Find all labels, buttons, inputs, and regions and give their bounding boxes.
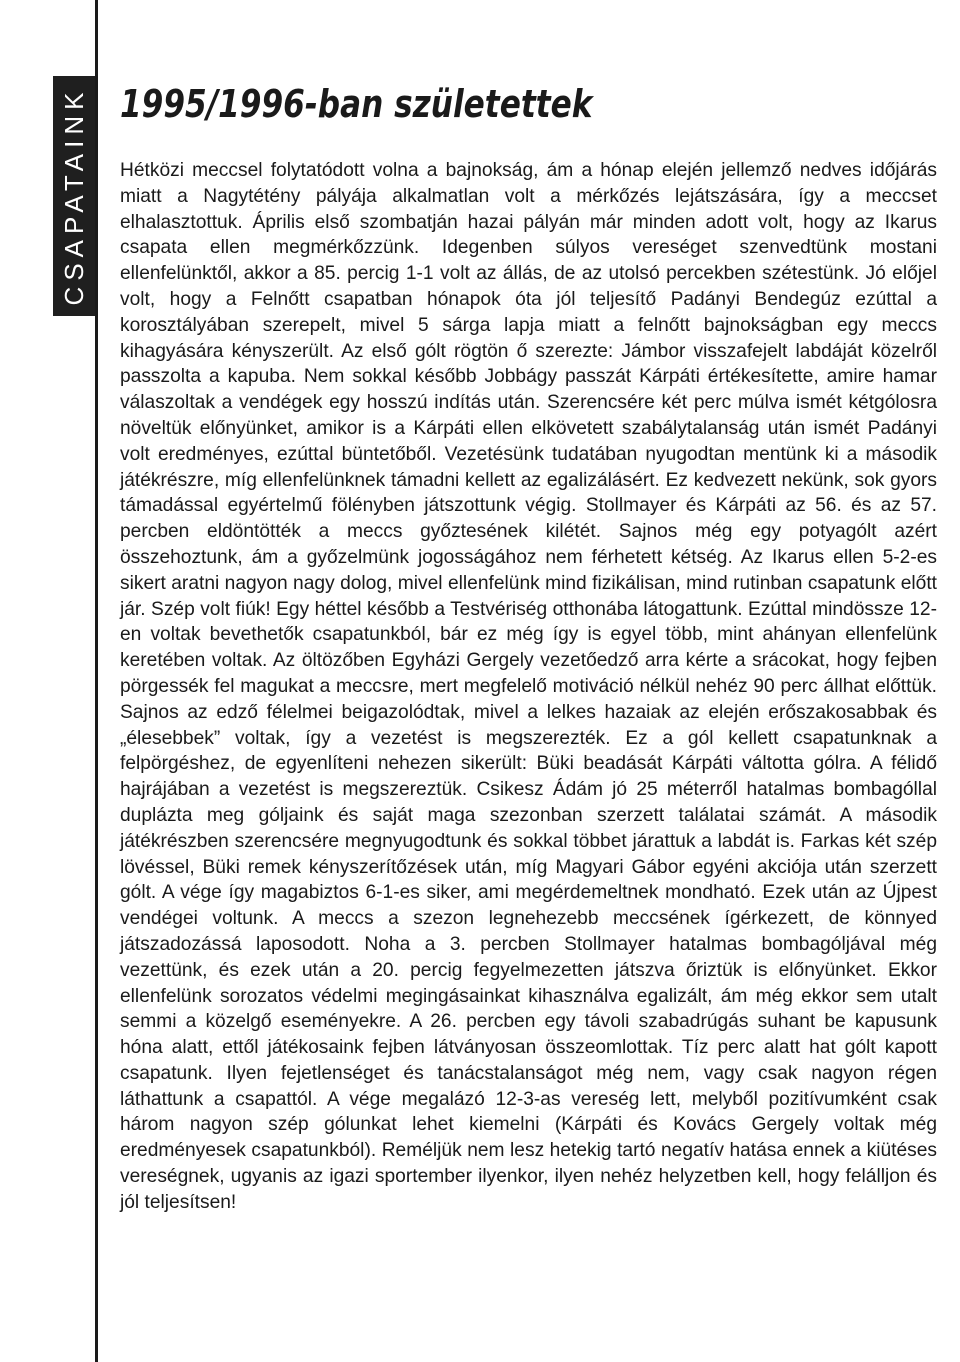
section-tab-label: CSAPATAINK <box>59 86 89 306</box>
margin-rule-line <box>95 0 98 1362</box>
article-body: Hétközi meccsel folytatódott volna a bajnokság, ám a hónap elején jellemző nedves időjárás miatt a Nagytétény pályája alkalmatlan volt a mérkőzés lejátszására, így a meccset elhalasztottuk. Április első szombatján hazai pályán már minden adott volt, hogy az Ikarus csapata ellen megmérkőzzünk. Idegenben súlyos vereséget szenvedtünk mostani ellenfelünktől, akkor a 85. percig 1-1 volt az állás, de az utolsó percekben szétestünk. Jó előjel volt, hogy a Felnőtt csapatban hónapok óta jól teljesítő Padányi Bendegúz ezúttal a korosztályában szerepelt, mivel 5 sárga lapja miatt a felnőtt bajnokságban egy meccs kihagyására kényszerült. Az első gólt rögtön ő szerezte: Jámbor visszafejelt labdáját közelről passzolta a kapuba. Nem sokkal később Jobbágy passzát Kárpáti értékesítette, amire hamar válaszoltak a vendégek egy hosszú indítás után. Szerencsére két perc múlva ismét kétgólosra növeltük előnyünket, amikor is a Kárpáti ellen elkövetett szabálytalanság után ismét Padányi volt eredményes, ezúttal büntetőből. Vezetésünk tudatában nyugodtan mentünk ki a második játékrészre, míg ellenfelünknek támadni kellett az egalizálásért. Ez kedvezett nekünk, sok gyors támadással egyértelmű fölényben játszottunk végig. Stollmayer és Kárpáti az 56. és az 57. percben eldöntötték a meccs győztesének kilétét. Sajnos még egy potyagólt azért összehoztunk, ám a győzelmünk jogosságához nem férhetett kétség. Az Ikarus ellen 5-2-es sikert aratni nagyon nagy dolog, mivel ellenfelünk mind fizikálisan, mind rutinban csapatunk előtt jár. Szép volt fiúk! Egy héttel később a Testvériség otthonába látogattunk. Ezúttal mindössze 12-en voltak bevethetők csapatunkból, bár ez még így is egyel több, mint ahányan ellenfelünk keretében voltak. Az öltözőben Egyházi Gergely vezetőedző arra kérte a srácokat, hogy fejben pörgessék fel magukat a meccsre, mert megfelelő motiváció nélkül nehéz 90 perc állhat előttük. Sajnos az edző félelmei beigazolódtak, mivel a lelkes hazaiak az elején erőszakosabbak és „élesebbek” voltak, így a vezetést is megszerezték. Ez a gól kellett csapatunknak a felpörgéshez, de egyenlíteni nehezen sikerült: Büki beadását Kárpáti váltotta gólra. A félidő hajrájában a vezetést is megszereztük. Csikesz Ádám jó 25 méterről hatalmas bombagóllal duplázta meg góljaink és saját maga szezonban szerzett találatai számát. A második játékrészben szerencsére megnyugodtunk és sokkal többet járattuk a labdát is. Farkas két szép lövéssel, Büki remek kényszerítőzések után, míg Magyari Gábor egyéni akciója után szerzett gólt. A vége így magabiztos 6-1-es siker, ami megérdemeltnek mondható. Ezek után az Újpest vendégei voltunk. A meccs a szezon legnehezebb meccsének ígérkezett, de könnyed játszadozássá laposodott. Noha a 3. percben Stollmayer hatalmas bombagóljával még vezettünk, és ezek után a 20. percig fegyelmezetten játszva őriztük is előnyünket. Ekkor ellenfelünk sorozatos védelmi megingásainkat kihasználva egalizált, ám még ekkor sem utalt semmi a közelgő eseményekre. A 26. percben egy távoli szabadrúgás suhant be kapusunk hóna alatt, ettől játékosaink fejben látványosan összeomlottak. Tíz perc alatt hat gólt kapott csapatunk. Ilyen fejetlenséget és tanácstalanságot még nem, vagy csak nagyon régen láthattunk a csapattól. A vége megalázó 12-3-as vereség lett, melyből pozitívumként csak három nagyon szép gólunkat lehet kiemelni (Kárpáti és Kovács Gergely voltak még eredményesek csapatunkból). Reméljük nem lesz hetekig tartó negatív hatása ennek a kiütéses vereségnek, ugyanis az igazi sportember ilyenkor, ilyen nehéz helyzetben kell, hogy felálljon és jól teljesítsen! <box>120 160 937 1213</box>
section-tab <box>53 76 95 316</box>
article-title: 1995/1996-ban születettek <box>120 82 593 126</box>
